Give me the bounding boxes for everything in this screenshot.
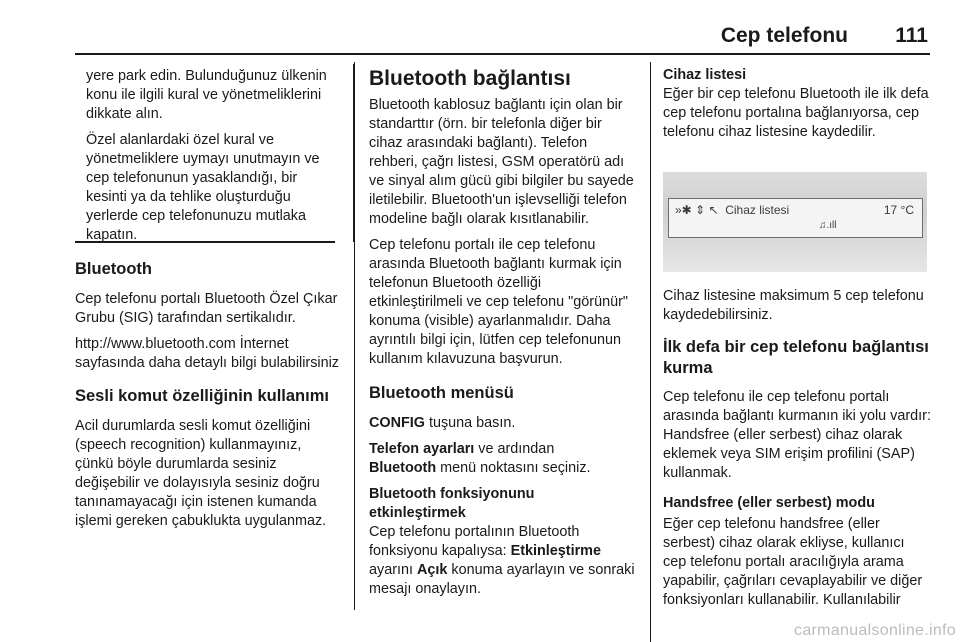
activate-option: Etkinleştirme bbox=[510, 543, 601, 559]
device-list-heading: Cihaz listesi bbox=[663, 67, 747, 83]
header-rule bbox=[75, 53, 930, 55]
voice-command-heading: Sesli komut özelliğinin kullanımı bbox=[75, 387, 329, 405]
bluetooth-connection-heading: Bluetooth bağlantısı bbox=[369, 67, 571, 90]
warning-paragraph-1: yere park edin. Bulunduğunuz ülkenin konu ile ilgili kural ve yönetmeliklerini dikkate alın. bbox=[86, 68, 327, 122]
handsfree-heading: Handsfree (eller serbest) modu bbox=[663, 495, 875, 511]
activate-value: Açık bbox=[417, 562, 448, 578]
page-number: 111 bbox=[895, 24, 928, 47]
display-status-line bbox=[675, 203, 789, 217]
activate-paragraph: Cep telefonu portalının Bluetooth fonksiyonu kapalıysa: Etkinleştirme ayarını Açık konuma ayarlayın ve sonraki mesajı onaylayın. bbox=[369, 524, 635, 597]
page-header bbox=[75, 0, 930, 55]
bluetooth-menu-label: Bluetooth bbox=[369, 460, 437, 476]
signal-icon: ♫.ıll bbox=[819, 220, 837, 231]
device-list-paragraph-2: Cihaz listesine maksimum 5 cep telefonu kaydedebilirsiniz. bbox=[663, 288, 924, 323]
display-screen bbox=[668, 198, 923, 238]
first-connection-heading: İlk defa bir cep telefonu bağlantısı kurma bbox=[663, 338, 929, 377]
warning-box-bar bbox=[353, 64, 355, 242]
watermark: carmanualsonline.info bbox=[794, 622, 956, 639]
display-temperature: 17 °C bbox=[883, 203, 914, 217]
device-list-paragraph-1: Eğer bir cep telefonu Bluetooth ile ilk defa cep telefonu portalına bağlanıyorsa, cep telefonu cihaz listesine kaydedilir. bbox=[663, 86, 929, 140]
right-column-bottom bbox=[663, 287, 931, 610]
warning-content bbox=[86, 67, 340, 245]
column-divider-2 bbox=[650, 62, 651, 642]
bluetooth-paragraph-1: Cep telefonu portalı Bluetooth Özel Çıkar Grubu (SIG) tarafından sertikalıdır. bbox=[75, 291, 338, 326]
config-key: CONFIG bbox=[369, 415, 425, 431]
page-title: Cep telefonu bbox=[720, 24, 848, 47]
handsfree-paragraph: Eğer cep telefonu handsfree (eller serbest) cihaz olarak ekliyse, kullanıcı cep telefonu portalı aracılığıyla arama yapabilir, çağrıları cevaplayabilir ve diğer fonksiyonları kullanabilir. Kullanılabilir bbox=[663, 516, 923, 608]
bluetooth-heading: Bluetooth bbox=[75, 260, 152, 278]
bluetooth-menu-heading: Bluetooth menüsü bbox=[369, 384, 514, 402]
display-screenshot bbox=[663, 172, 927, 272]
connection-paragraph-2: Cep telefonu portalı ile cep telefonu arasında Bluetooth bağlantı kurmak için telefonun Bluetooth özelliği etkinleştirilmeli ve cep telefonu "görünür" konuma (visible) ayarlanmalıdır. Daha ayrıntılı bilgi için, lütfen cep telefonunun kullanım kılavuzuna başvurun. bbox=[369, 237, 628, 367]
middle-column bbox=[369, 66, 637, 599]
bluetooth-paragraph-2: http://www.bluetooth.com İnternet sayfasında daha detaylı bilgi bulabilirsiniz bbox=[75, 336, 339, 371]
warning-paragraph-2: Özel alanlardaki özel kural ve yönetmeliklere uymayı unutmayın ve cep telefonunun yasaklandığı, bir kesinti ya da tehlike oluşturduğu yerlerde cep telefonunuzu mutlaka kapatın. bbox=[86, 132, 320, 243]
right-column-top bbox=[663, 66, 931, 142]
display-title: Cihaz listesi bbox=[725, 203, 790, 217]
activate-heading: Bluetooth fonksiyonunu etkinleştirmek bbox=[369, 486, 535, 521]
connection-paragraph-1: Bluetooth kablosuz bağlantı için olan bir standarttır (örn. bir telefonla diğer bir cihaz arasındaki bağlantı). Telefon rehberi, çağrı listesi, GSM operatörü adı ve sinyal alım gücü gibi bilgiler bu sayede iletilebilir. Bluetooth'un işlevselliği telefon modeline bağlı olarak kısıtlanabilir. bbox=[369, 97, 634, 227]
first-connection-paragraph: Cep telefonu ile cep telefonu portalı arasında bağlantı kurmanın iki yolu vardır: Handsfree (eller serbest) cihaz olarak eklemek veya SIM erişim profilini (SAP) kullanmak. bbox=[663, 389, 931, 481]
config-instruction: CONFIG tuşuna basın. bbox=[369, 415, 516, 431]
bluetooth-status-icon: »✱ ⇕ ↖ bbox=[675, 203, 719, 217]
phone-settings-label: Telefon ayarları bbox=[369, 441, 475, 457]
left-column bbox=[75, 259, 343, 531]
menu-instruction: Telefon ayarları ve ardından Bluetooth menü noktasını seçiniz. bbox=[369, 441, 591, 476]
voice-command-paragraph: Acil durumlarda sesli komut özelliğini (speech recognition) kullanmayınız, çünkü böyle durumlarda sesiniz değişebilir ve dolayısıyla sesiniz doğru tanınamayacağı için istenen kumanda işlemi gereken çabuklukta uygulanmaz. bbox=[75, 418, 327, 529]
